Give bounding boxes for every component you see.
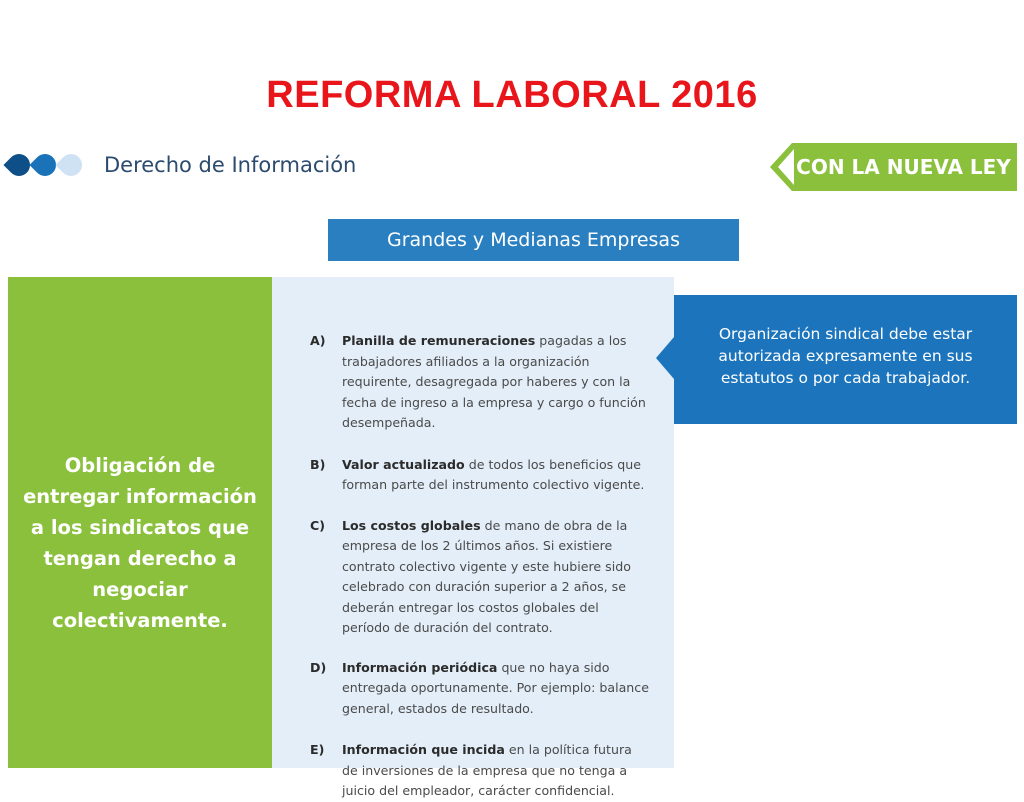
nueva-ley-label: CON LA NUEVA LEY <box>796 155 1011 179</box>
item-bold: Información que incida <box>342 742 505 757</box>
item-letter: A) <box>310 333 326 348</box>
list-item <box>310 740 650 802</box>
item-letter: E) <box>310 742 325 757</box>
item-text: de mano de obra de la empresa de los 2 últimos años. Si existiere contrato colectivo vigente y este hubiere sido celebrado con duración superior a 2 años, se deberán entregar los costos globales del período de duración del contrato. <box>342 517 631 635</box>
item-bold: Planilla de remuneraciones <box>342 333 536 348</box>
item-bold: Información periódica <box>342 659 498 675</box>
item-body <box>342 740 650 802</box>
item-bold: Valor actualizado <box>342 456 465 472</box>
list-item <box>310 455 650 496</box>
section-header <box>8 150 356 180</box>
item-text: de todos los beneficios que forman parte del instrumento colectivo vigente. <box>342 456 645 492</box>
item-bold: Los costos globales <box>342 517 481 533</box>
obligation-text: Obligación de entregar información a los sindicatos que tengan derecho a negociar colectivamente. <box>23 454 257 632</box>
note-text: Organización sindical debe estar autorizada expresamente en sus estatutos o por cada trabajador. <box>718 325 973 387</box>
item-body <box>342 516 650 639</box>
item-text: pagadas a los trabajadores afiliados a la organización requirente, desagregada por haberes y con la fecha de ingreso a la empresa y cargo o función desempeñada. <box>342 333 646 430</box>
list-item <box>310 658 650 720</box>
item-text: que no haya sido entregada oportunamente. Por ejemplo: balance general, estados de resultado. <box>342 659 649 716</box>
item-letter: C) <box>310 517 325 533</box>
section-label: Derecho de Información <box>104 153 357 177</box>
item-body <box>342 331 650 434</box>
item-letter: B) <box>310 456 326 472</box>
slide-title: REFORMA LABORAL 2016 <box>266 74 758 116</box>
requirements-list <box>310 331 650 802</box>
item-body <box>342 455 650 496</box>
company-type-header: Grandes y Medianas Empresas <box>328 219 739 261</box>
list-item <box>310 516 650 639</box>
item-text: en la política futura de inversiones de la empresa que no tenga a juicio del empleador, carácter confidencial. <box>342 742 632 798</box>
item-letter: D) <box>310 659 327 675</box>
section-dots-icon <box>8 154 86 176</box>
item-body <box>342 658 650 720</box>
list-item <box>310 331 650 434</box>
